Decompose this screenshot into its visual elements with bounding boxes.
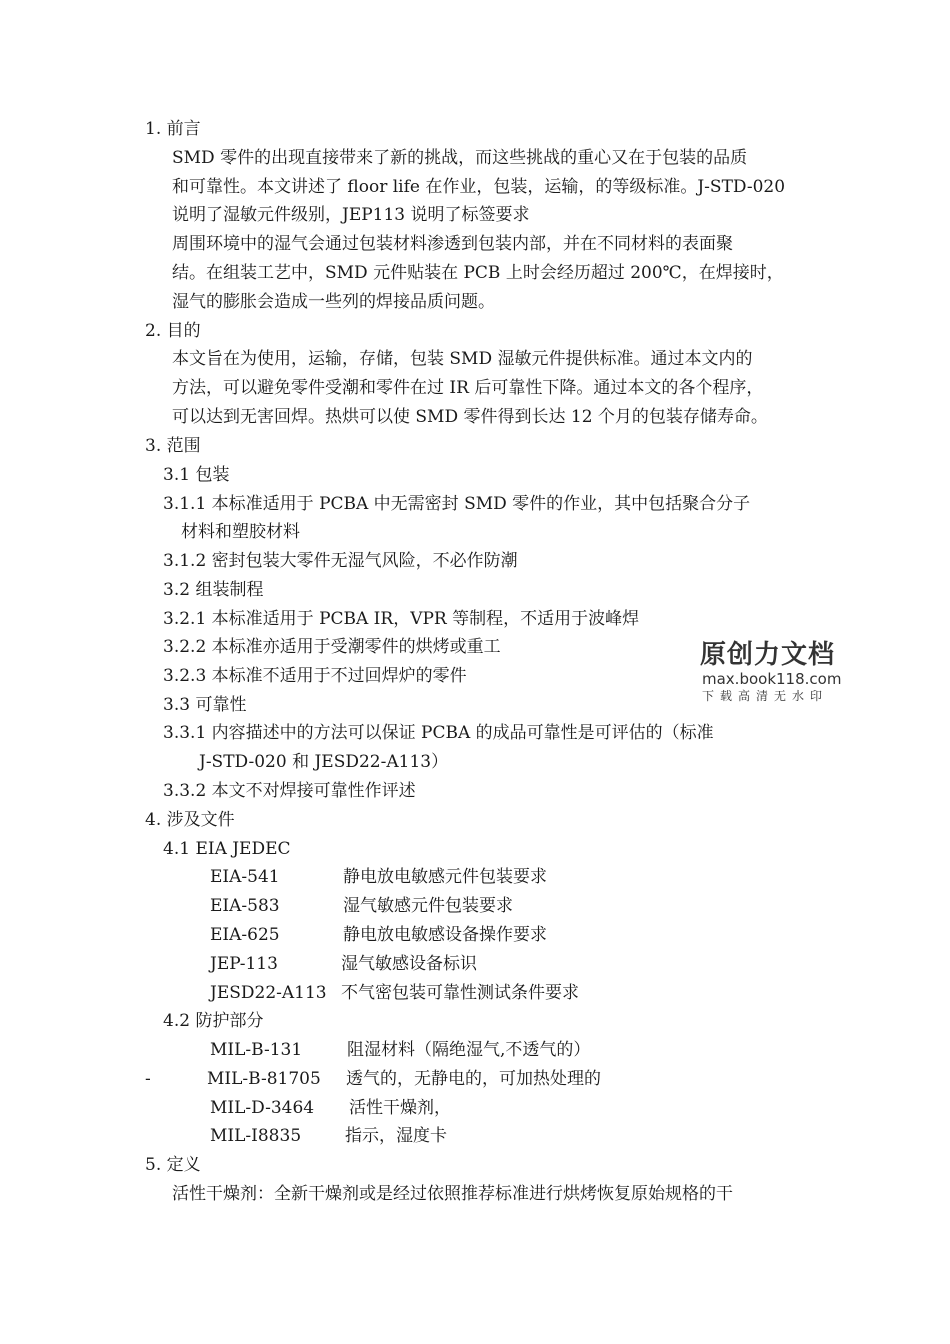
doc-desc: 湿气敏感元件包装要求 xyxy=(343,896,513,916)
subsection-heading: 4.2 防护部分 xyxy=(163,1011,264,1031)
section-5-title: 5. 定义 xyxy=(145,1155,201,1175)
doc-desc: 阻湿材料（隔绝湿气,不透气的） xyxy=(347,1040,591,1060)
subsection-heading: 3.3 可靠性 xyxy=(163,695,247,715)
doc-code: EIA-583 xyxy=(210,896,280,916)
watermark xyxy=(700,640,850,704)
doc-desc: 活性干燥剂， xyxy=(349,1098,451,1118)
doc-desc: 指示，湿度卡 xyxy=(345,1126,447,1146)
section-4-title: 4. 涉及文件 xyxy=(145,810,235,830)
watermark-title: 原创力文档 xyxy=(700,640,836,670)
paragraph-line: 说明了湿敏元件级别，JEP113 说明了标签要求 xyxy=(172,205,530,225)
section-2-title: 2. 目的 xyxy=(145,321,201,341)
paragraph-line: SMD 零件的出现直接带来了新的挑战，而这些挑战的重心又在于包装的品质 xyxy=(172,148,748,168)
clause-line: 3.3.2 本文不对焊接可靠性作评述 xyxy=(163,781,416,801)
clause-line: 3.3.1 内容描述中的方法可以保证 PCBA 的成品可靠性是可评估的（标准 xyxy=(163,723,714,743)
doc-desc: 湿气敏感设备标识 xyxy=(341,954,477,974)
paragraph-line: 本文旨在为使用，运输，存储，包装 SMD 湿敏元件提供标准。通过本文内的 xyxy=(172,349,753,369)
clause-line: 材料和塑胶材料 xyxy=(181,522,300,542)
stray-mark: - xyxy=(145,1069,151,1089)
paragraph-line: 活性干燥剂：全新干燥剂或是经过依照推荐标准进行烘烤恢复原始规格的干 xyxy=(172,1184,733,1204)
watermark-subtitle: 下载高清无水印 xyxy=(702,689,829,703)
doc-desc: 静电放电敏感设备操作要求 xyxy=(343,925,547,945)
doc-code: EIA-625 xyxy=(210,925,280,945)
subsection-heading: 4.1 EIA JEDEC xyxy=(163,839,291,859)
paragraph-line: 周围环境中的湿气会通过包装材料渗透到包装内部，并在不同材料的表面聚 xyxy=(172,234,733,254)
doc-desc: 透气的，无静电的，可加热处理的 xyxy=(346,1069,601,1089)
clause-line: 3.2.3 本标准不适用于不过回焊炉的零件 xyxy=(163,666,467,686)
doc-desc: 不气密包装可靠性测试条件要求 xyxy=(341,983,579,1003)
clause-line: 3.2.1 本标准适用于 PCBA IR，VPR 等制程，不适用于波峰焊 xyxy=(163,609,640,629)
doc-code: EIA-541 xyxy=(210,867,280,887)
clause-line: 3.2.2 本标准亦适用于受潮零件的烘烤或重工 xyxy=(163,637,501,657)
clause-line: 3.1.2 密封包装大零件无湿气风险，不必作防潮 xyxy=(163,551,518,571)
subsection-heading: 3.1 包装 xyxy=(163,465,230,485)
paragraph-line: 湿气的膨胀会造成一些列的焊接品质问题。 xyxy=(172,292,495,312)
clause-line: J-STD-020 和 JESD22-A113） xyxy=(199,752,449,772)
watermark-url: max.book118.com xyxy=(702,670,842,688)
doc-code: MIL-B-81705 xyxy=(207,1069,321,1089)
subsection-heading: 3.2 组装制程 xyxy=(163,580,264,600)
paragraph-line: 和可靠性。本文讲述了 floor life 在作业，包装，运输，的等级标准。J-STD-020 xyxy=(172,177,786,197)
doc-code: MIL-D-3464 xyxy=(210,1098,315,1118)
paragraph-line: 结。在组装工艺中，SMD 元件贴装在 PCB 上时会经历超过 200℃，在焊接时， xyxy=(172,263,784,283)
doc-code: JESD22-A113 xyxy=(210,983,327,1003)
section-3-title: 3. 范围 xyxy=(145,436,201,456)
paragraph-line: 方法，可以避免零件受潮和零件在过 IR 后可靠性下降。通过本文的各个程序， xyxy=(172,378,764,398)
clause-line: 3.1.1 本标准适用于 PCBA 中无需密封 SMD 零件的作业，其中包括聚合分子 xyxy=(163,494,751,514)
doc-code: JEP-113 xyxy=(210,954,278,974)
section-1-title: 1. 前言 xyxy=(145,119,201,139)
doc-code: MIL-I8835 xyxy=(210,1126,302,1146)
paragraph-line: 可以达到无害回焊。热烘可以使 SMD 零件得到长达 12 个月的包装存储寿命。 xyxy=(172,407,768,427)
doc-code: MIL-B-131 xyxy=(210,1040,303,1060)
doc-desc: 静电放电敏感元件包装要求 xyxy=(343,867,547,887)
